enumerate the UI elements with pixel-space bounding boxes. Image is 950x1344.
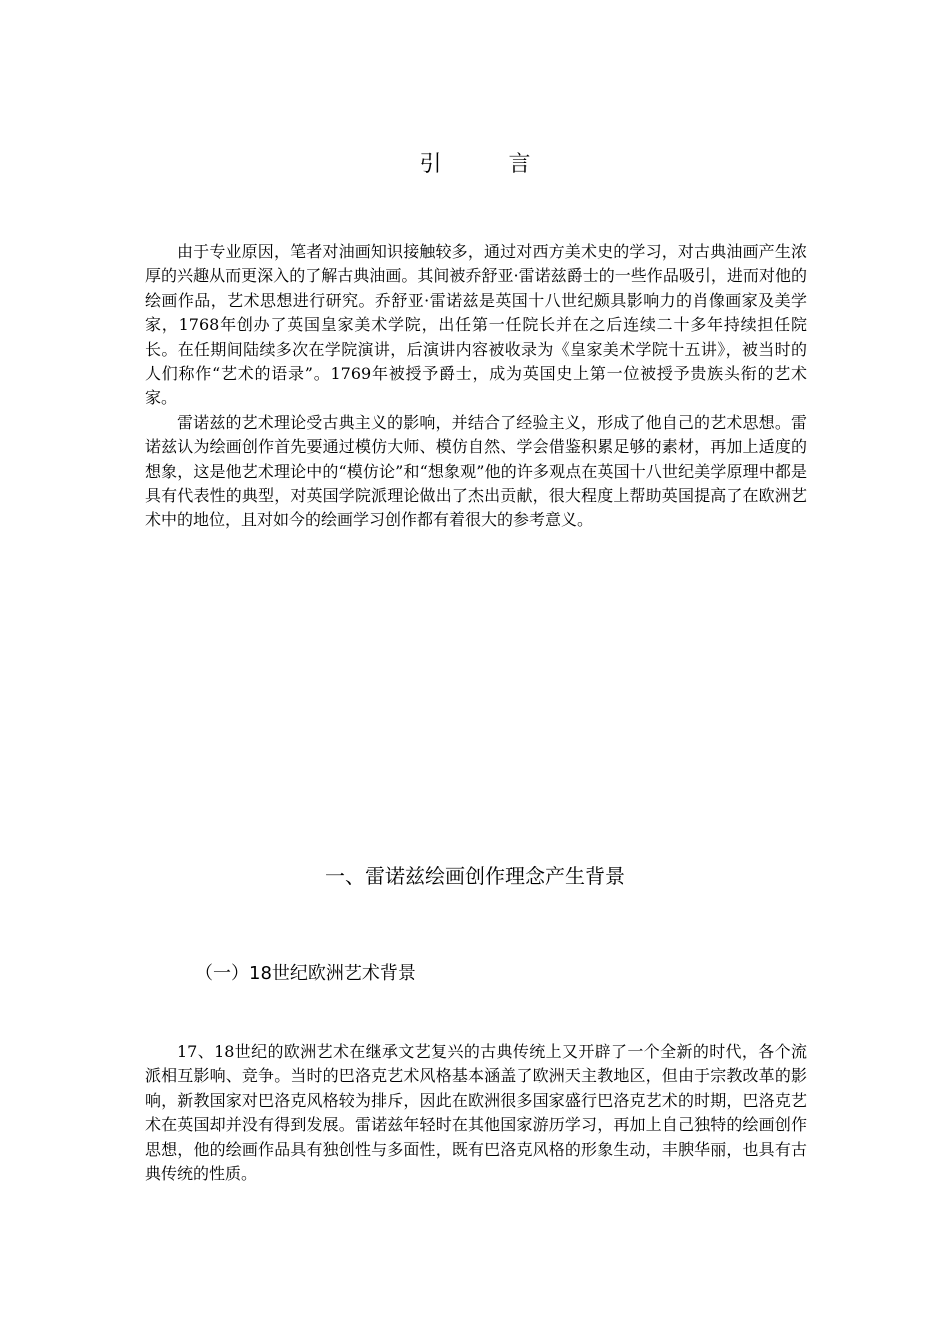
subsection-title: （一）18世纪欧洲艺术背景 — [195, 963, 416, 984]
intro-paragraph-1: 由于专业原因，笔者对油画知识接触较多，通过对西方美术史的学习，对古典油画产生浓厚的兴趣从而更深入的了解古典油画。其间被乔舒亚·雷诺兹爵士的一些作品吸引，进而对他的绘画作品，艺术思想进行研究。乔舒亚·雷诺兹是英国十八世纪颇具影响力的肖像画家及美学家，1768年创办了英国皇家美术学院，出任第一任院长并在之后连续二十多年持续担任院长。在任期间陆续多次在学院演讲，后演讲内容被收录为《皇家美术学院十五讲》，被当时的人们称作“艺术的语录”。1769年被授予爵士，成为英国史上第一位被授予贵族头衔的艺术家。 — [145, 242, 807, 408]
intro-body — [145, 240, 807, 533]
intro-title: 引 言 — [419, 152, 561, 177]
subsection-body — [145, 1040, 807, 1186]
intro-paragraph-2: 雷诺兹的艺术理论受古典主义的影响，并结合了经验主义，形成了他自己的艺术思想。雷诺兹认为绘画创作首先要通过模仿大师、模仿自然、学会借鉴积累足够的素材，再加上适度的想象，这是他艺术理论中的“模仿论”和“想象观”他的许多观点在英国十八世纪美学原理中都是具有代表性的典型，对英国学院派理论做出了杰出贡献，很大程度上帮助英国提高了在欧洲艺术中的地位，且对如今的绘画学习创作都有着很大的参考意义。 — [145, 412, 807, 530]
subsection-paragraph-1: 17、18世纪的欧洲艺术在继承文艺复兴的古典传统上又开辟了一个全新的时代，各个流派相互影响、竞争。当时的巴洛克艺术风格基本涵盖了欧洲天主教地区，但由于宗教改革的影响，新教国家对巴洛克风格较为排斥，因此在欧洲很多国家盛行巴洛克艺术的时期，巴洛克艺术在英国却并没有得到发展。雷诺兹年轻时在其他国家游历学习，再加上自己独特的绘画创作思想，他的绘画作品具有独创性与多面性，既有巴洛克风格的形象生动，丰腴华丽，也具有古典传统的性质。 — [145, 1042, 807, 1184]
section-title: 一、雷诺兹绘画创作理念产生背景 — [325, 864, 625, 888]
